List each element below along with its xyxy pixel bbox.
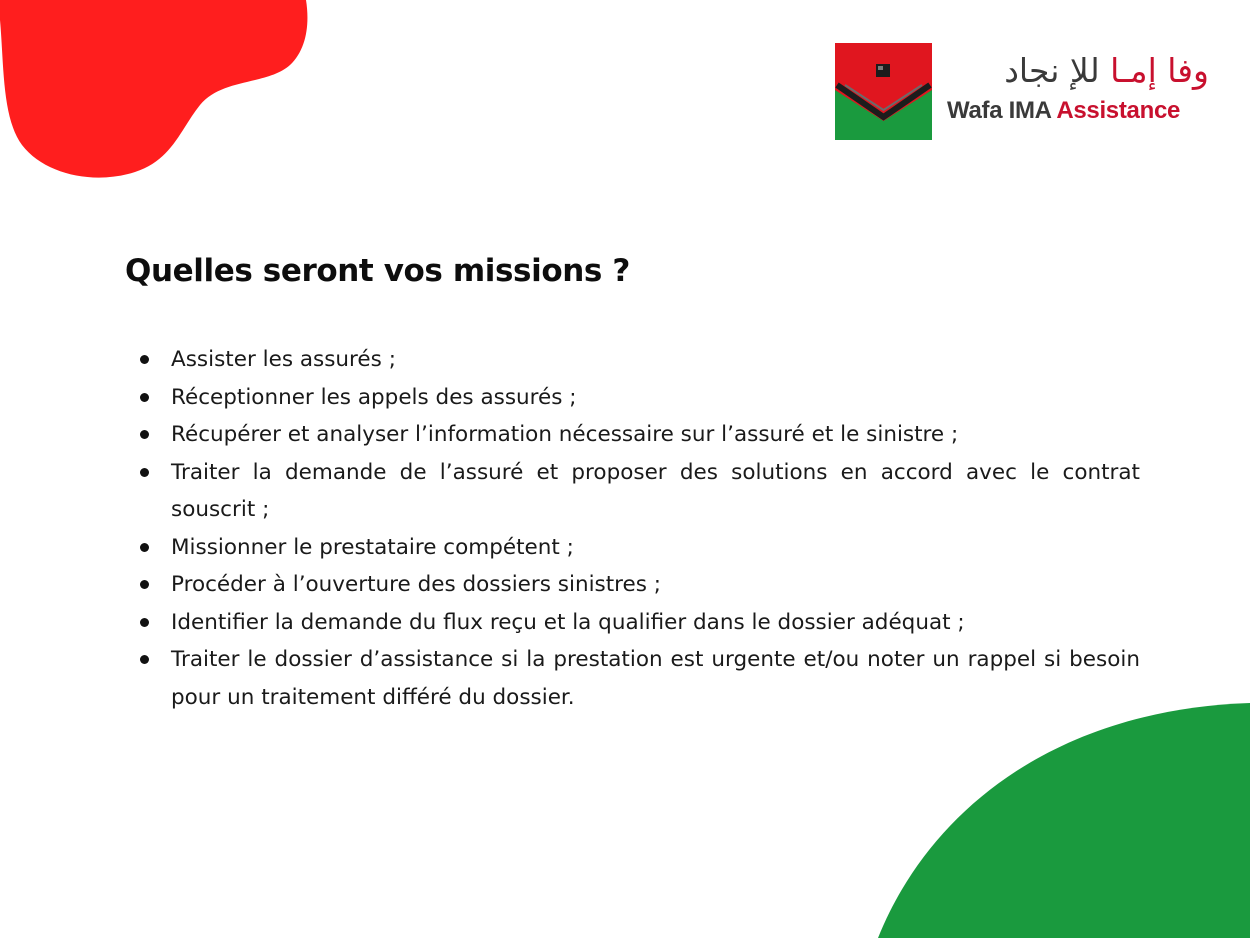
logo-arabic-wordmark [947,51,1209,91]
mission-text: Procéder à l’ouverture des dossiers sinistres ; [171,572,662,597]
mission-text: Traiter la demande de l’assuré et proposer des solutions en accord avec le contrat souscrit ; [171,459,1140,522]
mission-item [135,529,1140,567]
mission-item [135,416,1140,454]
mission-item [135,566,1140,604]
green-decorative-blob [870,700,1250,938]
mission-text: Assister les assurés ; [171,347,396,372]
bullet-icon [140,618,149,627]
logo-latin-wordmark [947,96,1209,126]
logo-latin-dark-part: Wafa IMA [947,97,1051,124]
mission-text: Réceptionner les appels des assurés ; [171,384,577,410]
bullet-icon [140,355,149,364]
section-title: Quelles seront vos missions ? [125,253,630,289]
bullet-icon [140,430,149,439]
logo-emblem-icon [835,43,932,140]
mission-item [135,604,1140,642]
bullet-icon [140,543,149,552]
mission-text: Missionner le prestataire compétent ; [171,534,574,560]
red-decorative-blob [0,0,320,190]
mission-text: Identifier la demande du flux reçu et la qualifier dans le dossier adéquat ; [171,609,965,635]
mission-text: Traiter le dossier d’assistance si la prestation est urgente et/ou noter un rappel si besoin pour un traitement différé du dossier. [171,647,1140,710]
mission-item [135,379,1140,417]
mission-text: Récupérer et analyser l’information nécessaire sur l’assuré et le sinistre ; [171,422,959,447]
bullet-icon [140,468,149,477]
missions-list [135,341,1140,716]
logo-arabic-red-part: وفا إمـا [1110,51,1209,90]
bullet-icon [140,393,149,402]
mission-item [135,454,1140,529]
wafa-ima-logo [835,43,1220,141]
bullet-icon [140,580,149,589]
mission-item [135,641,1140,716]
mission-item [135,341,1140,379]
logo-latin-red-part: Assistance [1056,97,1181,124]
logo-arabic-dark-part: للإ نجاد [1004,51,1100,90]
bullet-icon [140,655,149,664]
